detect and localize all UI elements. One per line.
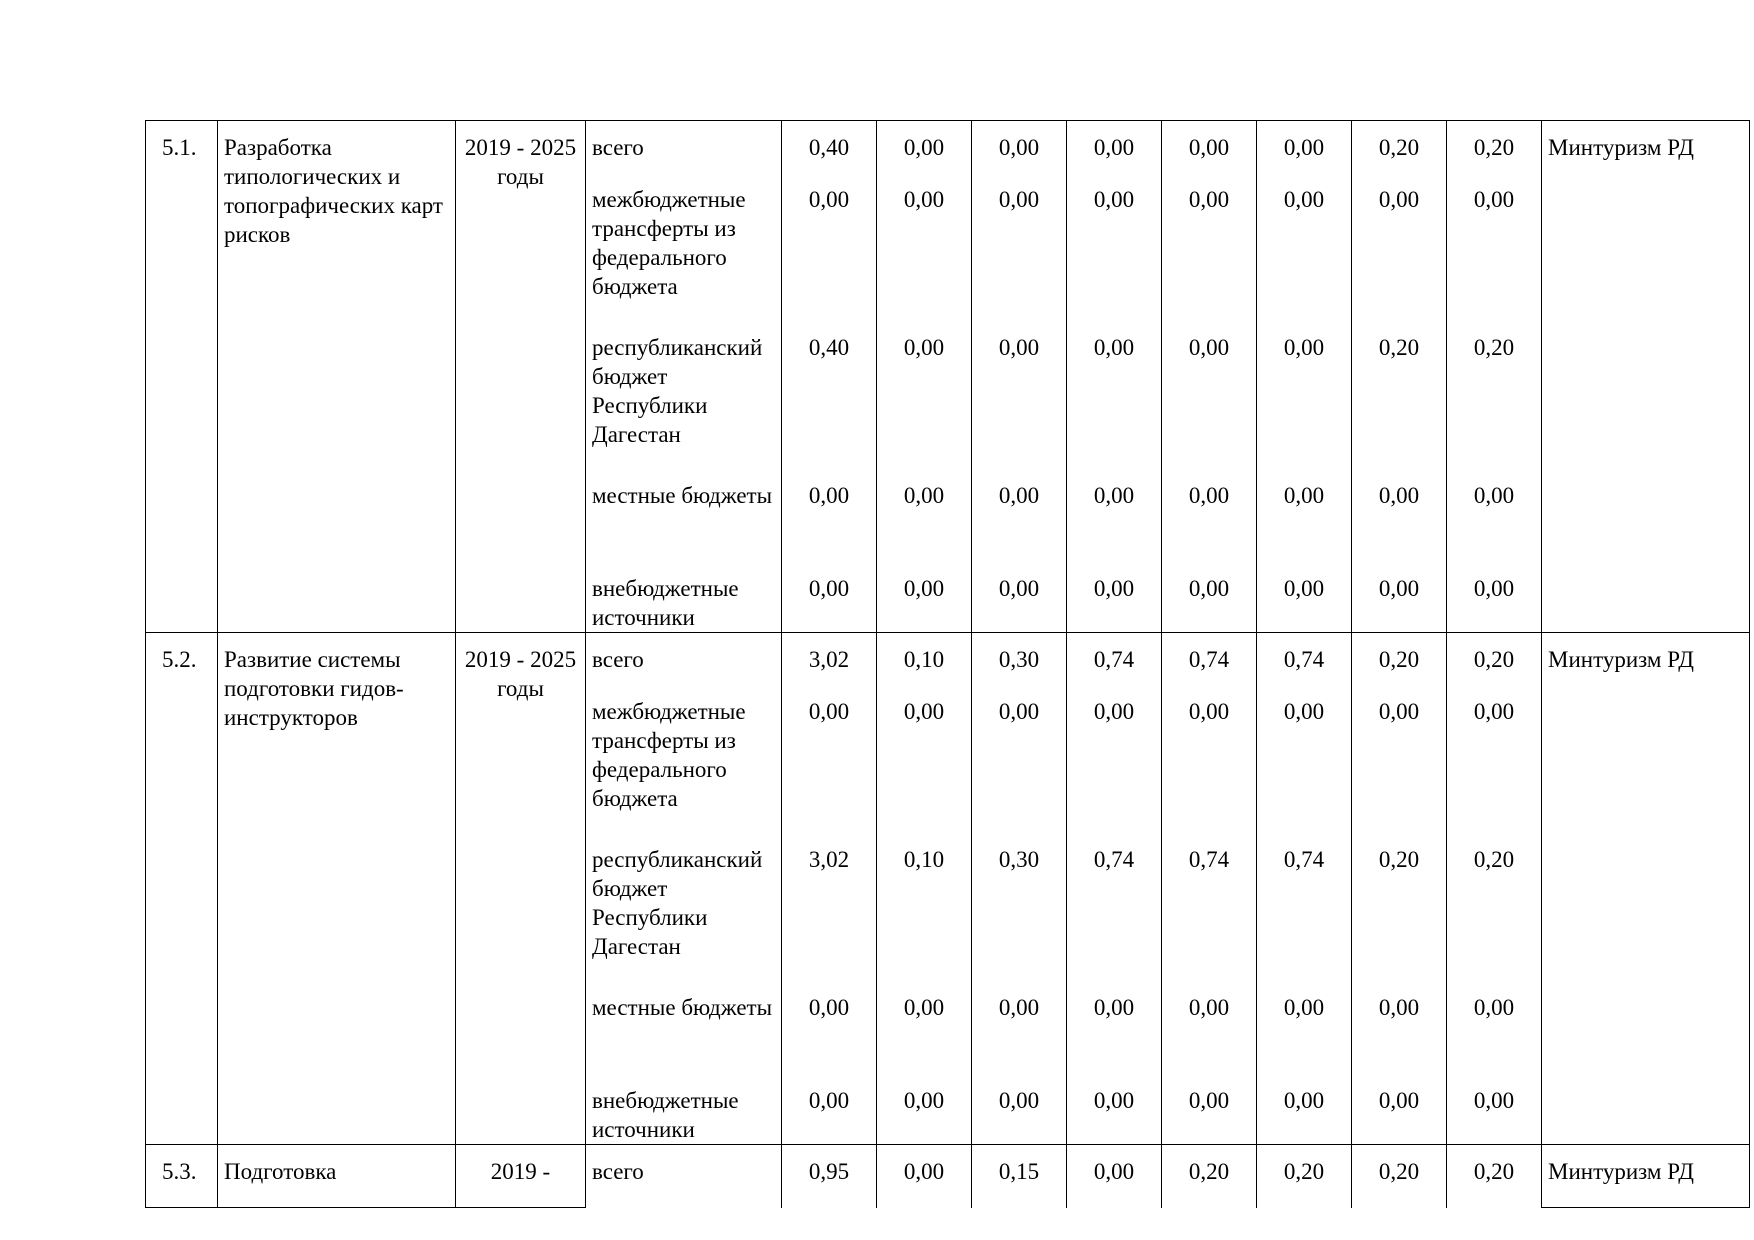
amount-column: [1447, 633, 1542, 1145]
amount-value: 0,00: [808, 187, 850, 212]
executor: Минтуризм РД: [1542, 633, 1750, 1145]
amount-column: [877, 121, 972, 633]
table-row: [146, 121, 1750, 633]
amount-value: 3,02: [808, 847, 850, 872]
funding-source-label: межбюджетные трансферты из федерального бюджета: [592, 699, 746, 811]
activity-title: Развитие системы подготовки гидов-инструкторов: [218, 633, 456, 1145]
activity-title: Подготовка: [218, 1145, 456, 1208]
amount-value: 0,10: [903, 847, 945, 872]
amount-value: 0,40: [808, 135, 850, 160]
executor: Минтуризм РД: [1542, 1145, 1750, 1208]
amount-value: 0,20: [1188, 1159, 1230, 1184]
amount-value: 0,00: [998, 995, 1040, 1020]
amount-column: [782, 121, 877, 633]
amount-value: 0,00: [1093, 699, 1135, 724]
amount-value: 0,00: [1473, 483, 1515, 508]
amount-column: [972, 1145, 1067, 1208]
amount-value: 0,00: [1093, 1088, 1135, 1113]
amount-value: 0,00: [998, 699, 1040, 724]
amount-value: 0,00: [1473, 187, 1515, 212]
funding-source-label: местные бюджеты: [592, 483, 773, 508]
funding-source-label: местные бюджеты: [592, 995, 773, 1020]
amount-value: 0,74: [1093, 847, 1135, 872]
amount-value: 0,00: [903, 1088, 945, 1113]
funding-sources: [586, 1145, 782, 1208]
amount-value: 0,00: [1473, 1088, 1515, 1113]
amount-value: 0,00: [1093, 1159, 1135, 1184]
amount-value: 0,00: [1188, 576, 1230, 601]
amount-value: 0,00: [1188, 335, 1230, 360]
amount-value: 0,20: [1473, 1159, 1515, 1184]
activity-title: Разработка типологических и топографических карт рисков: [218, 121, 456, 633]
amount-value: 0,00: [903, 699, 945, 724]
amount-value: 0,00: [998, 1088, 1040, 1113]
amount-value: 0,00: [1378, 1088, 1420, 1113]
amount-value: 0,20: [1378, 1159, 1420, 1184]
amount-value: 0,15: [998, 1159, 1040, 1184]
amount-value: 0,00: [998, 135, 1040, 160]
funding-source-label: внебюджетные источники: [592, 576, 739, 630]
amount-value: 0,00: [903, 995, 945, 1020]
amount-value: 0,00: [1283, 135, 1325, 160]
amount-value: 0,20: [1473, 335, 1515, 360]
amount-value: 0,20: [1378, 135, 1420, 160]
amount-value: 0,00: [1378, 187, 1420, 212]
amount-value: 0,00: [1188, 187, 1230, 212]
amount-value: 0,00: [808, 699, 850, 724]
amount-value: 0,74: [1188, 847, 1230, 872]
amount-value: 0,20: [1473, 647, 1515, 672]
amount-column: [1257, 121, 1352, 633]
amount-value: 0,00: [1283, 335, 1325, 360]
amount-value: 3,02: [808, 647, 850, 672]
amount-column: [1352, 121, 1447, 633]
amount-value: 0,74: [1283, 647, 1325, 672]
amount-value: 0,20: [1378, 847, 1420, 872]
funding-sources: [586, 633, 782, 1145]
amount-value: 0,00: [998, 187, 1040, 212]
amount-value: 0,00: [1188, 483, 1230, 508]
amount-value: 0,00: [1378, 483, 1420, 508]
amount-value: 0,30: [998, 847, 1040, 872]
table-row: [146, 1145, 1750, 1208]
table-row: [146, 633, 1750, 1145]
row-number: 5.3.: [146, 1145, 218, 1208]
funding-source-label: республиканский бюджет Республики Дагестан: [592, 847, 763, 959]
amount-value: 0,00: [1283, 187, 1325, 212]
row-number: 5.2.: [146, 633, 218, 1145]
funding-source-label: всего: [592, 1159, 644, 1184]
amount-value: 0,20: [1473, 135, 1515, 160]
amount-value: 0,00: [808, 576, 850, 601]
amount-column: [972, 121, 1067, 633]
amount-value: 0,00: [998, 483, 1040, 508]
amount-value: 0,00: [1093, 335, 1135, 360]
amount-column: [877, 633, 972, 1145]
amount-value: 0,00: [1473, 699, 1515, 724]
amount-column: [1067, 1145, 1162, 1208]
funding-sources: [586, 121, 782, 633]
amount-value: 0,00: [808, 995, 850, 1020]
amount-value: 0,20: [1378, 647, 1420, 672]
amount-value: 0,00: [998, 335, 1040, 360]
period: 2019 -: [456, 1145, 586, 1208]
amount-value: 0,00: [903, 1159, 945, 1184]
amount-value: 0,00: [1473, 995, 1515, 1020]
amount-value: 0,00: [1093, 135, 1135, 160]
amount-value: 0,00: [998, 576, 1040, 601]
amount-value: 0,40: [808, 335, 850, 360]
funding-source-label: всего: [592, 647, 644, 672]
period: 2019 - 2025 годы: [456, 121, 586, 633]
amount-value: 0,00: [903, 483, 945, 508]
amount-column: [1067, 121, 1162, 633]
amount-column: [1257, 633, 1352, 1145]
amount-column: [1447, 1145, 1542, 1208]
budget-table: [145, 120, 1750, 1208]
amount-value: 0,00: [1093, 995, 1135, 1020]
amount-value: 0,74: [1283, 847, 1325, 872]
amount-value: 0,00: [1188, 135, 1230, 160]
amount-value: 0,00: [903, 187, 945, 212]
executor: Минтуризм РД: [1542, 121, 1750, 633]
amount-value: 0,00: [903, 335, 945, 360]
amount-value: 0,95: [808, 1159, 850, 1184]
amount-column: [1162, 1145, 1257, 1208]
amount-value: 0,00: [1093, 576, 1135, 601]
funding-source-label: всего: [592, 135, 644, 160]
amount-column: [782, 633, 877, 1145]
amount-value: 0,00: [1188, 699, 1230, 724]
funding-source-label: республиканский бюджет Республики Дагестан: [592, 335, 763, 447]
amount-column: [1162, 633, 1257, 1145]
amount-value: 0,74: [1093, 647, 1135, 672]
amount-value: 0,30: [998, 647, 1040, 672]
amount-value: 0,00: [1378, 995, 1420, 1020]
amount-value: 0,00: [1283, 483, 1325, 508]
amount-column: [1257, 1145, 1352, 1208]
amount-value: 0,74: [1188, 647, 1230, 672]
amount-value: 0,10: [903, 647, 945, 672]
amount-value: 0,00: [1283, 995, 1325, 1020]
amount-value: 0,00: [1283, 1088, 1325, 1113]
amount-value: 0,00: [1473, 576, 1515, 601]
amount-value: 0,00: [808, 483, 850, 508]
amount-value: 0,00: [903, 135, 945, 160]
amount-value: 0,00: [1188, 1088, 1230, 1113]
amount-value: 0,00: [1188, 995, 1230, 1020]
amount-value: 0,00: [1283, 576, 1325, 601]
amount-value: 0,00: [1378, 699, 1420, 724]
funding-source-label: внебюджетные источники: [592, 1088, 739, 1142]
amount-column: [1447, 121, 1542, 633]
amount-column: [1352, 1145, 1447, 1208]
row-number: 5.1.: [146, 121, 218, 633]
amount-value: 0,20: [1378, 335, 1420, 360]
amount-value: 0,20: [1283, 1159, 1325, 1184]
amount-value: 0,00: [1283, 699, 1325, 724]
amount-value: 0,00: [1378, 576, 1420, 601]
amount-column: [972, 633, 1067, 1145]
amount-value: 0,00: [808, 1088, 850, 1113]
amount-column: [877, 1145, 972, 1208]
amount-column: [1067, 633, 1162, 1145]
funding-source-label: межбюджетные трансферты из федерального бюджета: [592, 187, 746, 299]
amount-column: [782, 1145, 877, 1208]
amount-value: 0,00: [1093, 483, 1135, 508]
amount-value: 0,00: [1093, 187, 1135, 212]
amount-column: [1162, 121, 1257, 633]
amount-column: [1352, 633, 1447, 1145]
amount-value: 0,20: [1473, 847, 1515, 872]
amount-value: 0,00: [903, 576, 945, 601]
period: 2019 - 2025 годы: [456, 633, 586, 1145]
